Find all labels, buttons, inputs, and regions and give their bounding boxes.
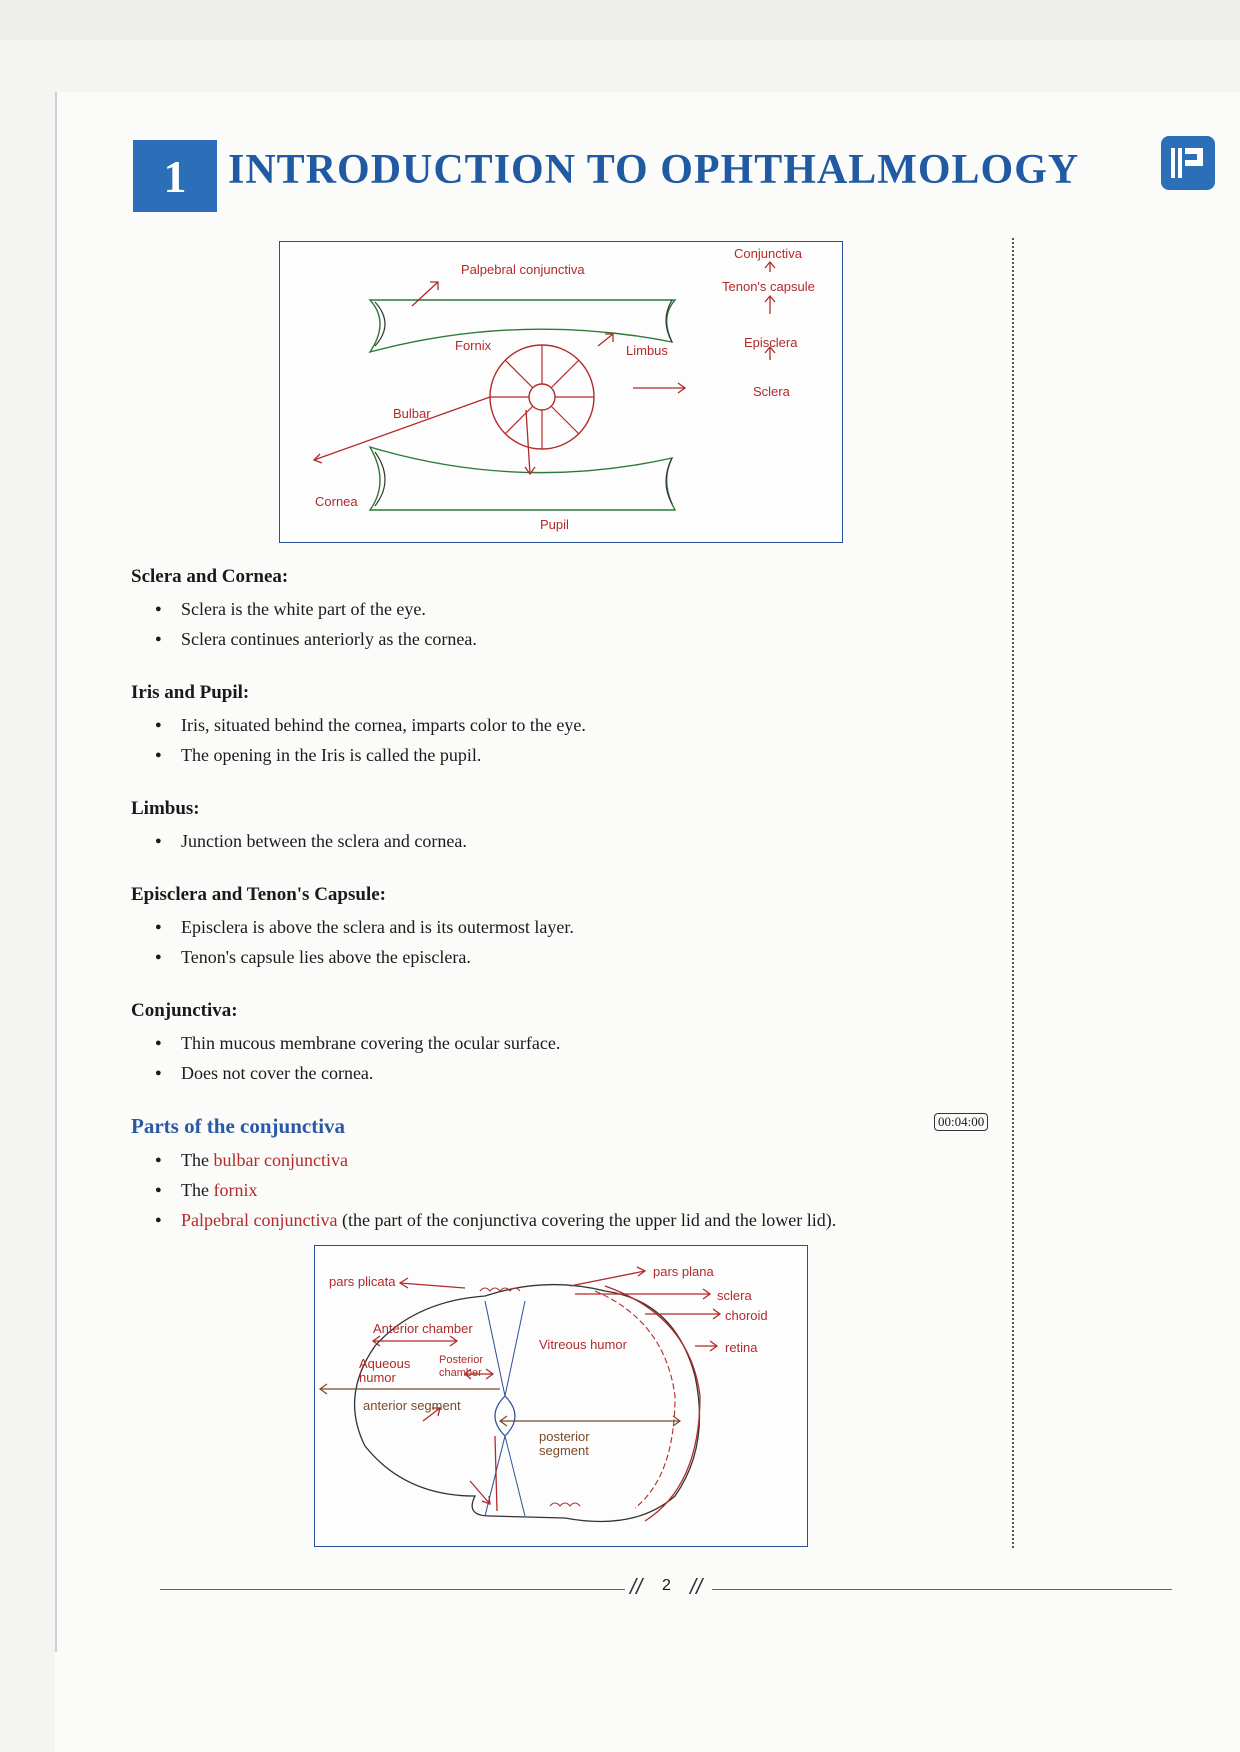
label-retina: retina (725, 1340, 758, 1355)
list-item (181, 1205, 1031, 1235)
label-cornea: Cornea (315, 494, 358, 509)
section-title: Sclera and Cornea: (131, 566, 289, 587)
page-edge-line (55, 92, 57, 1652)
section-title: Parts of the conjunctiva (131, 1114, 346, 1138)
conjunctiva-diagram (279, 241, 843, 543)
list-item: ● Does not cover the cornea. (181, 1058, 1011, 1088)
bullet-list (131, 826, 1011, 856)
eye-cross-section-diagram (314, 1245, 808, 1547)
margin-dotted-rule (1012, 238, 1014, 1548)
section-title: Iris and Pupil: (131, 682, 250, 703)
bullet-list (131, 1145, 1031, 1235)
page-number: 2 (662, 1577, 671, 1594)
bullet-list (131, 1028, 1011, 1088)
section-sclera-cornea (131, 566, 1011, 654)
label-choroid: choroid (725, 1308, 768, 1323)
list-item: ● Iris, situated behind the cornea, imparts color to the eye. (181, 710, 1011, 740)
label-palpebral-conjunctiva: Palpebral conjunctiva (461, 262, 585, 277)
list-item: ● Tenon's capsule lies above the episclera. (181, 942, 1011, 972)
footer-rule-right (712, 1589, 1172, 1590)
list-item (181, 1175, 1031, 1205)
section-title: Episclera and Tenon's Capsule: (131, 884, 386, 905)
highlight-term: fornix (213, 1180, 258, 1200)
label-sclera: sclera (717, 1288, 752, 1303)
label-limbus: Limbus (626, 343, 668, 358)
label-posterior: Posterior (439, 1354, 484, 1366)
highlight-term: Palpebral conjunctiva (181, 1210, 338, 1230)
label-episclera: Episclera (744, 335, 798, 350)
label-fornix: Fornix (455, 338, 492, 353)
video-timestamp: 00:04:00 (934, 1113, 988, 1131)
list-item: ● Sclera continues anteriorly as the cornea. (181, 624, 1011, 654)
list-item: ● Thin mucous membrane covering the ocular surface. (181, 1028, 1011, 1058)
label-vitreous-humor: Vitreous humor (539, 1337, 627, 1352)
highlight-term: bulbar conjunctiva (213, 1150, 348, 1170)
section-parts-of-conjunctiva (131, 1114, 1031, 1235)
section-limbus (131, 798, 1011, 856)
item-rest: (the part of the conjunctiva covering the upper lid and the lower lid). (337, 1210, 837, 1230)
list-item: ● The opening in the Iris is called the pupil. (181, 740, 1011, 770)
section-iris-pupil (131, 682, 1011, 770)
item-prefix: The (181, 1150, 214, 1170)
label-chamber: chamber (439, 1367, 482, 1379)
chapter-title: INTRODUCTION TO OPHTHALMOLOGY (228, 147, 1080, 193)
label-pars-plicata: pars plicata (329, 1274, 396, 1289)
section-conjunctiva (131, 1000, 1011, 1088)
list-item: ● Sclera is the white part of the eye. (181, 594, 1011, 624)
bullet-list (131, 710, 1011, 770)
list-item (181, 1145, 1031, 1175)
publisher-logo-icon (1161, 136, 1215, 190)
bullet-list (131, 912, 1011, 972)
label-tenons-capsule: Tenon's capsule (722, 279, 815, 294)
label-pars-plana: pars plana (653, 1264, 714, 1279)
chapter-number-badge (133, 140, 217, 212)
section-episclera-tenons (131, 884, 1011, 972)
footer-rule-left (160, 1589, 625, 1590)
chapter-number: 1 (163, 150, 187, 202)
label-pupil: Pupil (540, 517, 569, 532)
list-item: ● Junction between the sclera and cornea. (181, 826, 1011, 856)
label-posterior-segment-line1: posterior (539, 1429, 590, 1444)
label-conjunctiva: Conjunctiva (734, 246, 802, 261)
label-anterior-segment: anterior segment (363, 1398, 461, 1413)
section-title: Limbus: (131, 798, 200, 819)
label-anterior-chamber: Anterior chamber (373, 1321, 473, 1336)
label-aqueous: Aqueous (359, 1356, 411, 1371)
label-posterior-segment-line2: segment (539, 1443, 589, 1458)
list-item: ● Episclera is above the sclera and is its outermost layer. (181, 912, 1011, 942)
footer-slash-left: // (630, 1574, 643, 1599)
bullet-list (131, 594, 1011, 654)
scan-top-band (0, 0, 1240, 40)
label-bulbar: Bulbar (393, 406, 431, 421)
section-title: Conjunctiva: (131, 1000, 238, 1021)
label-humor: humor (359, 1370, 396, 1385)
footer-slash-right: // (690, 1574, 703, 1599)
label-sclera: Sclera (753, 384, 790, 399)
item-prefix: The (181, 1180, 214, 1200)
